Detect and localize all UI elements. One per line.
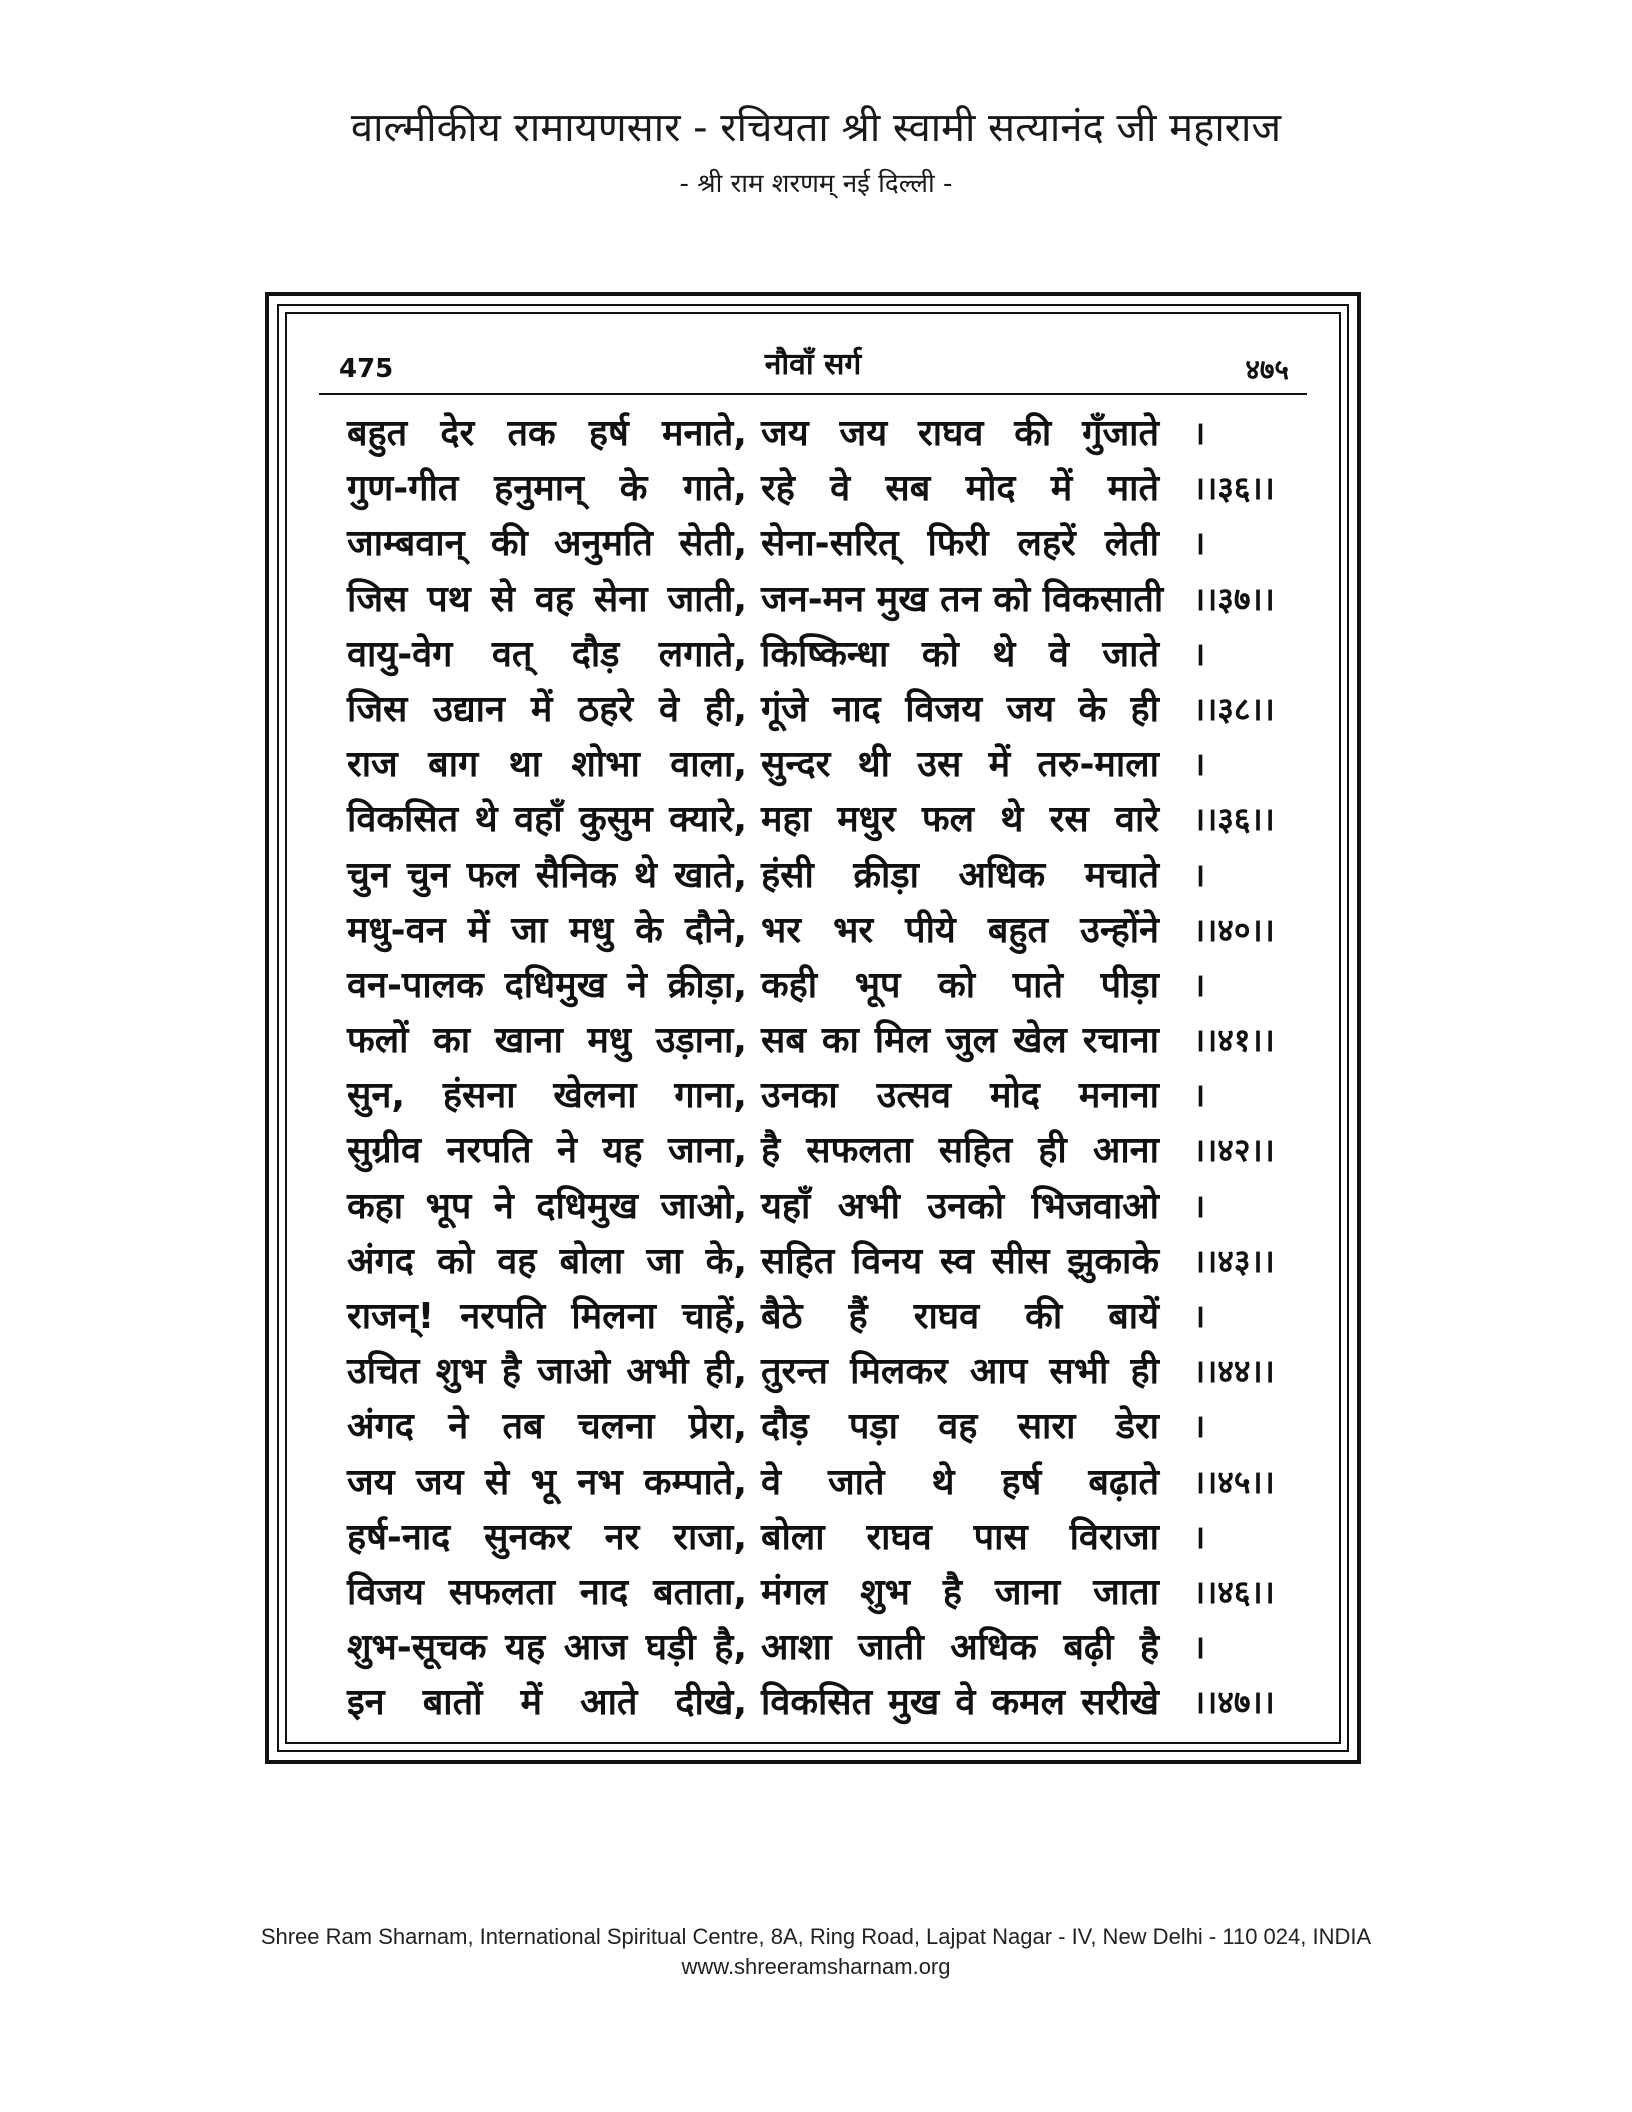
verse-first-half: कहा भूप ने दधिमुख जाओ,	[347, 1185, 747, 1227]
verse-second-half: बोला राघव पास विराजा	[761, 1516, 1159, 1558]
verse-first-half: सुग्रीव नरपति ने यह जाना,	[347, 1130, 747, 1172]
verse-first-half: सुन, हंसना खेलना गाना,	[347, 1075, 747, 1117]
page-topbar	[319, 336, 1307, 392]
verse-line	[347, 1123, 1337, 1178]
verse-line	[347, 1510, 1337, 1565]
verse-number-mark: ।	[1193, 1517, 1206, 1556]
verse-second-half: बैठे हैं राघव की बायें	[761, 1296, 1159, 1337]
verse-second-half: महा मधुर फल थे रस वारे	[761, 799, 1159, 841]
verse-number-mark: ।	[1193, 524, 1206, 563]
verse-first-half: बहुत देर तक हर्ष मनाते,	[347, 413, 747, 454]
verse-second-half: यहाँ अभी उनको भिजवाओ	[761, 1185, 1159, 1227]
verse-line	[347, 903, 1337, 958]
verse-second-half: सुन्दर थी उस में तरु-माला	[761, 744, 1159, 786]
verse-second-half: रहे वे सब मोद में माते	[761, 468, 1159, 510]
verse-number-mark: ।।३६।।	[1193, 800, 1275, 839]
verse-first-half: विजय सफलता नाद बताता,	[347, 1571, 747, 1613]
verse-first-half: उचित शुभ है जाओ अभी ही,	[347, 1351, 747, 1393]
verse-line	[347, 958, 1337, 1013]
verse-first-half: फलों का खाना मधु उड़ाना,	[347, 1020, 747, 1062]
page-footer	[0, 1922, 1632, 1982]
verse-first-half: अंगद ने तब चलना प्रेरा,	[347, 1406, 747, 1448]
verse-number-mark: ।	[1193, 1628, 1206, 1667]
verse-first-half: गुण-गीत हनुमान् के गाते,	[347, 468, 747, 510]
verse-number-mark: ।।३८।।	[1193, 689, 1275, 728]
chapter-title: नौवाँ सर्ग	[764, 347, 862, 382]
verse-second-half: मंगल शुभ है जाना जाता	[761, 1571, 1159, 1613]
verse-number-mark: ।	[1193, 1076, 1206, 1115]
footer-website: www.shreeramsharnam.org	[681, 1954, 951, 1979]
verse-second-half: आशा जाती अधिक बढ़ी है	[761, 1627, 1159, 1669]
verse-line	[347, 516, 1337, 571]
verse-number-mark: ।	[1193, 414, 1206, 452]
page-number-arabic: 475	[339, 354, 394, 384]
verse-first-half: अंगद को वह बोला जा के,	[347, 1240, 747, 1282]
verse-line	[347, 682, 1337, 737]
verse-number-mark: ।।४५।।	[1193, 1462, 1275, 1501]
verse-number-mark: ।।४४।।	[1193, 1352, 1275, 1391]
verse-line	[347, 1675, 1337, 1730]
header-divider	[319, 393, 1307, 395]
verse-first-half: जाम्बवान् की अनुमति सेती,	[347, 523, 747, 565]
verse-first-half: जिस पथ से वह सेना जाती,	[347, 578, 747, 620]
verse-number-mark: ।।३७।।	[1193, 579, 1275, 618]
verse-line	[347, 1179, 1337, 1234]
verse-line	[347, 1565, 1337, 1620]
verse-line	[347, 848, 1337, 903]
verse-number-mark: ।।४०।।	[1193, 910, 1275, 949]
verse-second-half: है सफलता सहित ही आना	[761, 1130, 1159, 1172]
verse-line	[347, 792, 1337, 847]
verse-number-mark: ।	[1193, 1186, 1206, 1225]
verse-line	[347, 1399, 1337, 1454]
verse-second-half: हंसी क्रीड़ा अधिक मचाते	[761, 854, 1159, 896]
verse-first-half: राज बाग था शोभा वाला,	[347, 744, 747, 786]
verse-number-mark: ।।४७।।	[1193, 1683, 1275, 1722]
verse-line	[347, 1289, 1337, 1344]
verse-number-mark: ।।४२।।	[1193, 1131, 1275, 1170]
page-number-devanagari: ४७५	[1245, 353, 1289, 386]
verse-first-half: वायु-वेग वत् दौड़ लगाते,	[347, 633, 747, 675]
verse-number-mark: ।	[1193, 745, 1206, 784]
verse-second-half: विकसित मुख वे कमल सरीखे	[761, 1682, 1159, 1724]
verse-number-mark: ।।४३।।	[1193, 1241, 1275, 1280]
verse-second-half: उनका उत्सव मोद मनाना	[761, 1075, 1159, 1117]
verse-second-half: कही भूप को पाते पीड़ा	[761, 964, 1159, 1006]
verse-number-mark: ।।४६।।	[1193, 1572, 1275, 1611]
verse-line	[347, 1013, 1337, 1068]
document-subtitle: - श्री राम शरणम् नई दिल्ली -	[679, 169, 953, 199]
verse-line	[347, 406, 1337, 461]
verse-line	[347, 1455, 1337, 1510]
verse-first-half: वन-पालक दधिमुख ने क्रीड़ा,	[347, 964, 747, 1006]
verse-first-half: जिस उद्यान में ठहरे वे ही,	[347, 688, 747, 730]
verse-second-half: जन-मन मुख तन को विकसाती	[761, 578, 1164, 620]
verse-first-half: जय जय से भू नभ कम्पाते,	[347, 1461, 747, 1503]
verse-number-mark: ।।४१।।	[1193, 1021, 1275, 1060]
verse-second-half: तुरन्त मिलकर आप सभी ही	[761, 1351, 1159, 1393]
verse-second-half: सहित विनय स्व सीस झुकाके	[761, 1240, 1159, 1282]
verse-second-half: किष्किन्धा को थे वे जाते	[761, 633, 1159, 675]
footer-address: Shree Ram Sharnam, International Spiritual Centre, 8A, Ring Road, Lajpat Nagar - IV, New Delhi - 110 024, INDIA	[260, 1924, 1372, 1949]
verse-number-mark: ।	[1193, 1407, 1206, 1446]
verse-first-half: चुन चुन फल सैनिक थे खाते,	[347, 854, 747, 896]
verse-second-half: गूंजे नाद विजय जय के ही	[761, 688, 1159, 730]
verse-line	[347, 461, 1337, 516]
verse-list	[347, 406, 1337, 1731]
verse-second-half: दौड़ पड़ा वह सारा डेरा	[761, 1406, 1159, 1448]
document-title: वाल्मीकीय रामायणसार - रचियता श्री स्वामी सत्यानंद जी महाराज	[350, 105, 1282, 151]
verse-number-mark: ।	[1193, 1297, 1206, 1335]
verse-first-half: हर्ष-नाद सुनकर नर राजा,	[347, 1516, 747, 1558]
verse-second-half: सेना-सरित् फिरी लहरें लेती	[761, 523, 1159, 565]
verse-line	[347, 1234, 1337, 1289]
verse-second-half: भर भर पीये बहुत उन्होंने	[761, 909, 1159, 951]
verse-first-half: इन बातों में आते दीखे,	[347, 1682, 747, 1724]
verse-number-mark: ।	[1193, 965, 1206, 1004]
verse-number-mark: ।	[1193, 634, 1206, 673]
verse-second-half: जय जय राघव की गुँजाते	[761, 413, 1159, 454]
verse-second-half: वे जाते थे हर्ष बढ़ाते	[761, 1461, 1159, 1503]
verse-number-mark: ।।३६।।	[1193, 469, 1275, 508]
page-frame	[265, 292, 1361, 1764]
frame-border	[277, 304, 1349, 1752]
verse-line	[347, 737, 1337, 792]
verse-line	[347, 1344, 1337, 1399]
verse-second-half: सब का मिल जुल खेल रचाना	[761, 1020, 1159, 1062]
verse-line	[347, 572, 1337, 627]
verse-first-half: शुभ-सूचक यह आज घड़ी है,	[347, 1627, 747, 1669]
frame-inner-border	[285, 312, 1341, 1744]
verse-line	[347, 627, 1337, 682]
verse-number-mark: ।	[1193, 855, 1206, 894]
verse-first-half: विकसित थे वहाँ कुसुम क्यारे,	[347, 799, 747, 841]
verse-line	[347, 1620, 1337, 1675]
page-header	[0, 100, 1632, 204]
verse-first-half: मधु-वन में जा मधु के दौने,	[347, 909, 747, 951]
verse-first-half: राजन्! नरपति मिलना चाहें,	[347, 1296, 747, 1337]
verse-line	[347, 1068, 1337, 1123]
